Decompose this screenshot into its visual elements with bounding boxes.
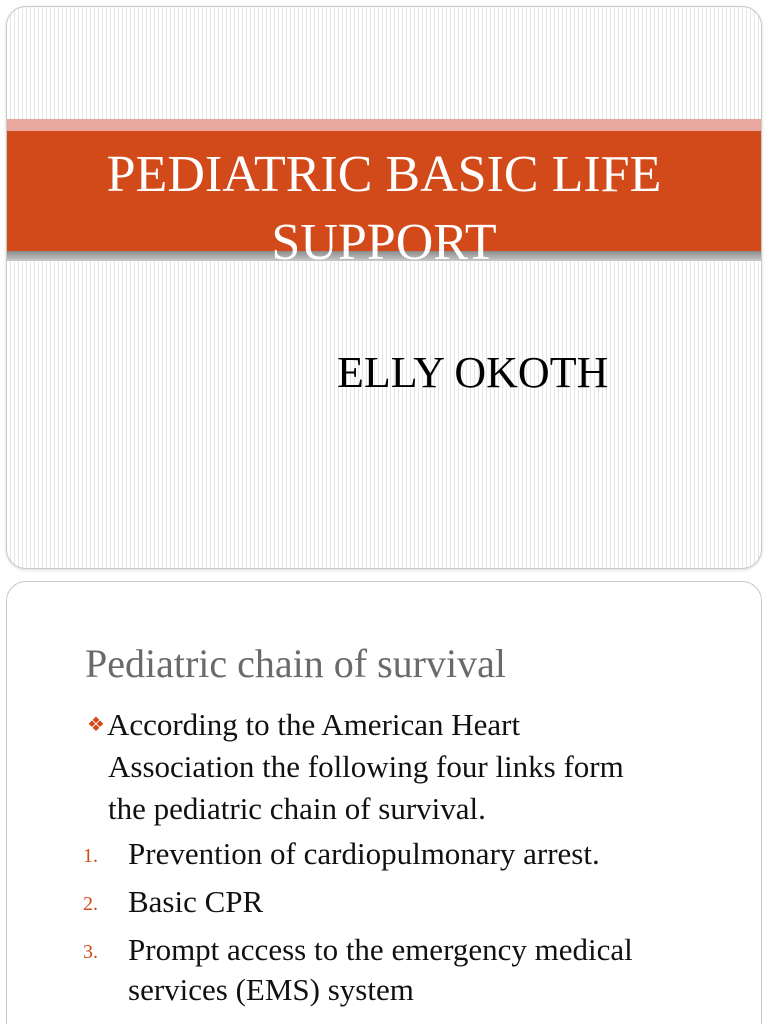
list-item-number: 3. — [83, 941, 98, 963]
list-item-text: Basic CPR — [128, 884, 264, 919]
intro-line-1: According to the American Heart — [106, 707, 521, 742]
list-item — [83, 882, 733, 922]
list-item-text: Prompt access to the emergency medical services (EMS) system — [128, 932, 633, 1007]
list-item — [83, 834, 733, 874]
slide-title: PEDIATRIC BASIC LIFE SUPPORT — [106, 146, 662, 271]
title-band-top-stripe — [7, 119, 761, 131]
author-name: ELLY OKOTH — [337, 348, 609, 397]
content-slide — [6, 581, 762, 1024]
intro-line-2: Association the following four links form — [108, 749, 624, 784]
list-item — [83, 930, 733, 1010]
list-item-text: Prevention of cardiopulmonary arrest. — [128, 836, 600, 871]
intro-line-3: the pediatric chain of survival. — [108, 791, 486, 826]
title-slide — [6, 6, 762, 569]
list-item-number: 2. — [83, 893, 98, 915]
diamond-bullet-icon: ❖ — [87, 714, 105, 736]
slide-heading: Pediatric chain of survival — [85, 641, 506, 686]
chain-of-survival-list — [83, 834, 733, 1018]
list-item-number: 1. — [83, 845, 98, 867]
intro-paragraph — [87, 704, 727, 830]
